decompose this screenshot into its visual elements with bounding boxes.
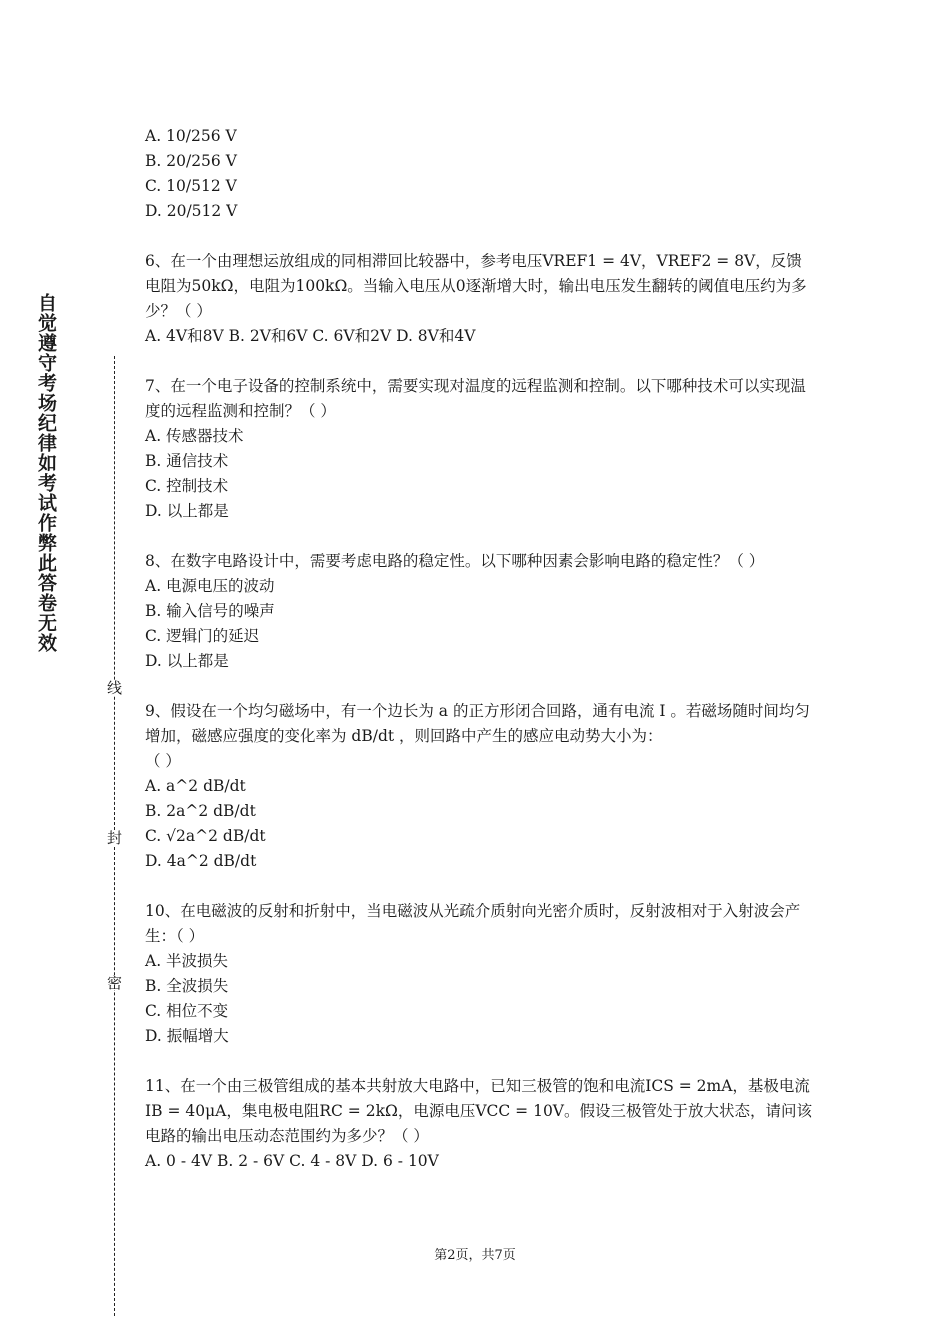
binding-label-seal: 封 [105, 830, 123, 845]
question-stem: 7、在一个电子设备的控制系统中，需要实现对温度的远程监测和控制。以下哪种技术可以实现温度的远程监测和控制？（ ） [145, 377, 806, 420]
question-options: A. 0 - 4V B. 2 - 6V C. 4 - 8V D. 6 - 10V [145, 1152, 439, 1170]
question-9 [145, 699, 815, 874]
option-b: B. 全波损失 [145, 977, 229, 995]
answer-bracket: （ ） [145, 752, 181, 770]
binding-label-secret: 密 [105, 975, 123, 990]
option-c: C. 相位不变 [145, 1002, 229, 1020]
exam-discipline-notice: 自觉遵守考场纪律如考试作弊此答卷无效 [35, 293, 57, 653]
option-b: B. 20/256 V [145, 152, 237, 170]
option-a: A. 电源电压的波动 [145, 577, 275, 595]
question-stem: 8、在数字电路设计中，需要考虑电路的稳定性。以下哪种因素会影响电路的稳定性？（ ） [145, 552, 765, 570]
question-7 [145, 374, 815, 524]
question-6 [145, 249, 815, 349]
question-stem: 9、假设在一个均匀磁场中，有一个边长为 a 的正方形闭合回路，通有电流 I 。若磁场随时间均匀增加，磁感应强度的变化率为 dB/dt ，则回路中产生的感应电动势大小为： [145, 702, 810, 745]
option-d: D. 20/512 V [145, 202, 238, 220]
option-d: D. 以上都是 [145, 652, 229, 670]
question-11 [145, 1074, 815, 1174]
question-stem: 10、在电磁波的反射和折射中，当电磁波从光疏介质射向光密介质时，反射波相对于入射波会产生：（ ） [145, 902, 801, 945]
question-stem: 6、在一个由理想运放组成的同相滞回比较器中，参考电压VREF1 = 4V，VREF2 = 8V，反馈电阻为50kΩ，电阻为100kΩ。当输入电压从0逐渐增大时，输出电压发生翻转的阈值电压约为多少？（ ） [145, 252, 807, 320]
option-b: B. 通信技术 [145, 452, 229, 470]
question-stem: 11、在一个由三极管组成的基本共射放大电路中，已知三极管的饱和电流ICS = 2mA，基极电流IB = 40μA，集电极电阻RC = 2kΩ，电源电压VCC = 10V。假设三极管处于放大状态，请问该电路的输出电压动态范围约为多少？（ ） [145, 1077, 812, 1145]
question-8 [145, 549, 815, 674]
option-b: B. 2a^2 dB/dt [145, 802, 256, 820]
option-d: D. 振幅增大 [145, 1027, 229, 1045]
option-c: C. 控制技术 [145, 477, 229, 495]
option-c: C. 逻辑门的延迟 [145, 627, 260, 645]
option-a: A. 半波损失 [145, 952, 229, 970]
question-options: A. 4V和8V B. 2V和6V C. 6V和2V D. 8V和4V [145, 327, 476, 345]
binding-label-line: 线 [105, 680, 123, 695]
option-b: B. 输入信号的噪声 [145, 602, 275, 620]
option-c: C. 10/512 V [145, 177, 237, 195]
option-d: D. 以上都是 [145, 502, 229, 520]
option-a: A. 10/256 V [145, 127, 237, 145]
option-d: D. 4a^2 dB/dt [145, 852, 257, 870]
page-number: 第2页，共7页 [434, 1248, 516, 1263]
option-c: C. √2a^2 dB/dt [145, 827, 266, 845]
question-10 [145, 899, 815, 1049]
question-list [145, 124, 815, 1199]
option-a: A. 传感器技术 [145, 427, 244, 445]
question-5-options [145, 124, 815, 224]
option-a: A. a^2 dB/dt [145, 777, 246, 795]
